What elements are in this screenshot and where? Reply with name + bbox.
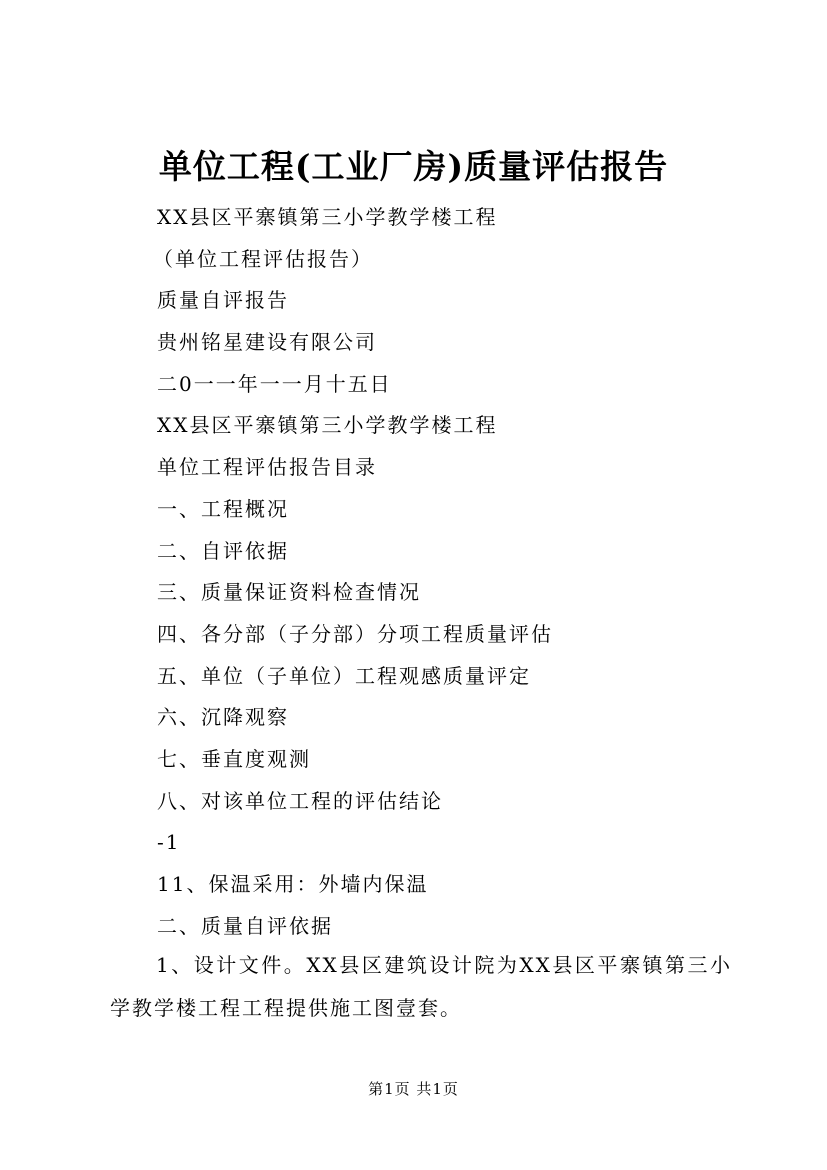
toc-item: 五、单位（子单位）工程观感质量评定 <box>157 663 531 688</box>
page-footer: 第1页 共1页 <box>368 1080 459 1098</box>
document-title: 单位工程(工业厂房)质量评估报告 <box>158 147 669 186</box>
page-marker: -1 <box>157 830 181 855</box>
toc-item: 二、自评依据 <box>157 538 289 563</box>
project-name: XX县区平寨镇第三小学教学楼工程 <box>157 205 498 229</box>
section-heading: 二、质量自评依据 <box>157 913 333 938</box>
insulation-note: 11、保温采用：外墙内保温 <box>157 872 429 896</box>
toc-item: 四、各分部（子分部）分项工程质量评估 <box>157 621 553 646</box>
toc-item: 三、质量保证资料检查情况 <box>157 580 421 605</box>
toc-heading: 单位工程评估报告目录 <box>157 455 377 480</box>
toc-item: 七、垂直度观测 <box>157 746 311 771</box>
report-subtitle: （单位工程评估报告） <box>153 246 373 271</box>
toc-item: 六、沉降观察 <box>157 705 289 730</box>
toc-item: 八、对该单位工程的评估结论 <box>157 788 443 813</box>
report-date: 二0一一年一一月十五日 <box>157 371 392 396</box>
toc-item: 一、工程概况 <box>157 496 289 521</box>
company-name: 贵州铭星建设有限公司 <box>157 330 377 355</box>
report-type: 质量自评报告 <box>157 288 289 313</box>
body-paragraph: 1、设计文件。XX县区建筑设计院为XX县区平寨镇第三小学教学楼工程工程提供施工图壹套。 <box>110 953 732 1020</box>
document-body <box>153 197 757 947</box>
project-name-repeat: XX县区平寨镇第三小学教学楼工程 <box>157 413 498 438</box>
